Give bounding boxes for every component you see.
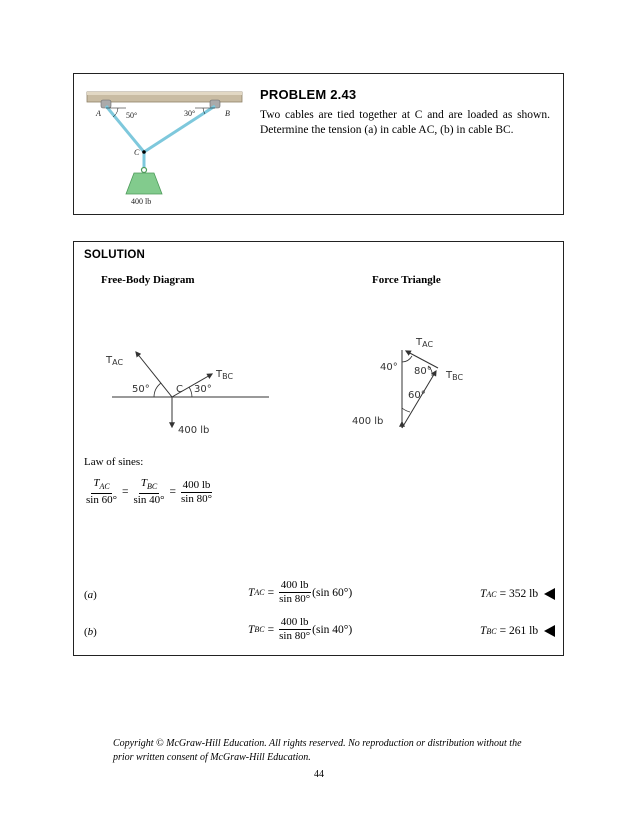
- part-a-fraction: $\frac{400 lb}{\sin 80^\circ}$: [279, 579, 311, 605]
- part-b-equation: T BC = $\frac{400 lb}{\sin 80^\circ}$ (sin 40°): [248, 616, 353, 642]
- part-b-fraction: $\frac{400 lb}{\sin 80^\circ}$: [279, 616, 311, 642]
- fbd-title: Free-Body Diagram: [101, 274, 195, 286]
- problem-title: PROBLEM 2.43: [260, 87, 357, 102]
- fbd-arc-right: [189, 387, 192, 397]
- angle-label-a: 50°: [126, 111, 138, 120]
- load-label: 400 lb: [131, 197, 152, 206]
- fbd-point-c: C: [176, 384, 183, 395]
- weight-block: [126, 173, 162, 194]
- triangle-title: Force Triangle: [372, 274, 441, 286]
- force-triangle: [344, 330, 484, 435]
- free-body-diagram: [94, 337, 294, 442]
- answer-marker-a: [544, 588, 555, 600]
- fbd-arc-left: [154, 383, 161, 397]
- fbd-load-label: 400 lb: [178, 425, 210, 436]
- solution-box: [73, 241, 564, 656]
- problem-box: [73, 73, 564, 215]
- fbd-tac-label: $T_{AC}$: [106, 355, 124, 367]
- law-of-sines-equation: $\frac{T_{AC}}{\sin 60^\circ}$ = $\frac{T_{BC}}{\sin 40^\circ}$ = $\frac{400 lb}{\sin 80^\circ}$: [86, 477, 212, 507]
- law-fraction-1: $\frac{T_{AC}}{\sin 60^\circ}$: [86, 477, 117, 507]
- part-a-equation: T AC = $\frac{400 lb}{\sin 80^\circ}$ (sin 60°): [248, 579, 353, 605]
- answer-marker-b: [544, 625, 555, 637]
- triangle-arc-bottom: [402, 408, 410, 412]
- ceiling-highlight: [87, 92, 242, 95]
- weight-hook: [142, 168, 147, 173]
- triangle-angle-bottom: 60°: [408, 390, 426, 401]
- fbd-tbc-label: $T_{BC}$: [216, 369, 234, 381]
- triangle-load-label: 400 lb: [352, 416, 384, 427]
- copyright-notice: Copyright © McGraw-Hill Education. All rights reserved. No reproduction or distribution without the prior written consent of McGraw-Hill Education.: [113, 738, 522, 763]
- triangle-angle-mid: 80°: [414, 366, 432, 377]
- law-fraction-2: $\frac{T_{BC}}{\sin 40^\circ}$: [133, 477, 165, 507]
- angle-label-b: 30°: [184, 109, 196, 118]
- label-a: A: [96, 109, 101, 118]
- problem-figure: [84, 84, 249, 209]
- problem-text: Two cables are tied together at C and are loaded as shown. Determine the tension (a) in cable AC, (b) in cable BC.: [260, 109, 550, 136]
- part-a-result: T AC = 352 lb: [480, 588, 555, 600]
- triangle-angle-top: 40°: [380, 362, 398, 373]
- solution-heading: SOLUTION: [84, 249, 146, 261]
- label-b: B: [225, 109, 230, 118]
- fbd-angle-right: 30°: [194, 384, 212, 395]
- triangle-tbc-label: $T_{BC}$: [446, 370, 464, 382]
- part-b-label: (b): [84, 626, 97, 638]
- part-b-result: T BC = 261 lb: [480, 625, 555, 637]
- part-a-label: (a): [84, 589, 97, 601]
- cable-ac: [106, 106, 144, 152]
- page-number: 44: [314, 769, 324, 780]
- triangle-tac-label: $T_{AC}$: [416, 337, 434, 349]
- law-of-sines-label: Law of sines:: [84, 456, 144, 468]
- point-c: [142, 150, 146, 154]
- label-c: C: [134, 148, 140, 157]
- law-fraction-3: $\frac{400 lb}{\sin 80^\circ}$: [181, 478, 212, 505]
- fbd-angle-left: 50°: [132, 384, 150, 395]
- triangle-arc-top: [402, 356, 412, 362]
